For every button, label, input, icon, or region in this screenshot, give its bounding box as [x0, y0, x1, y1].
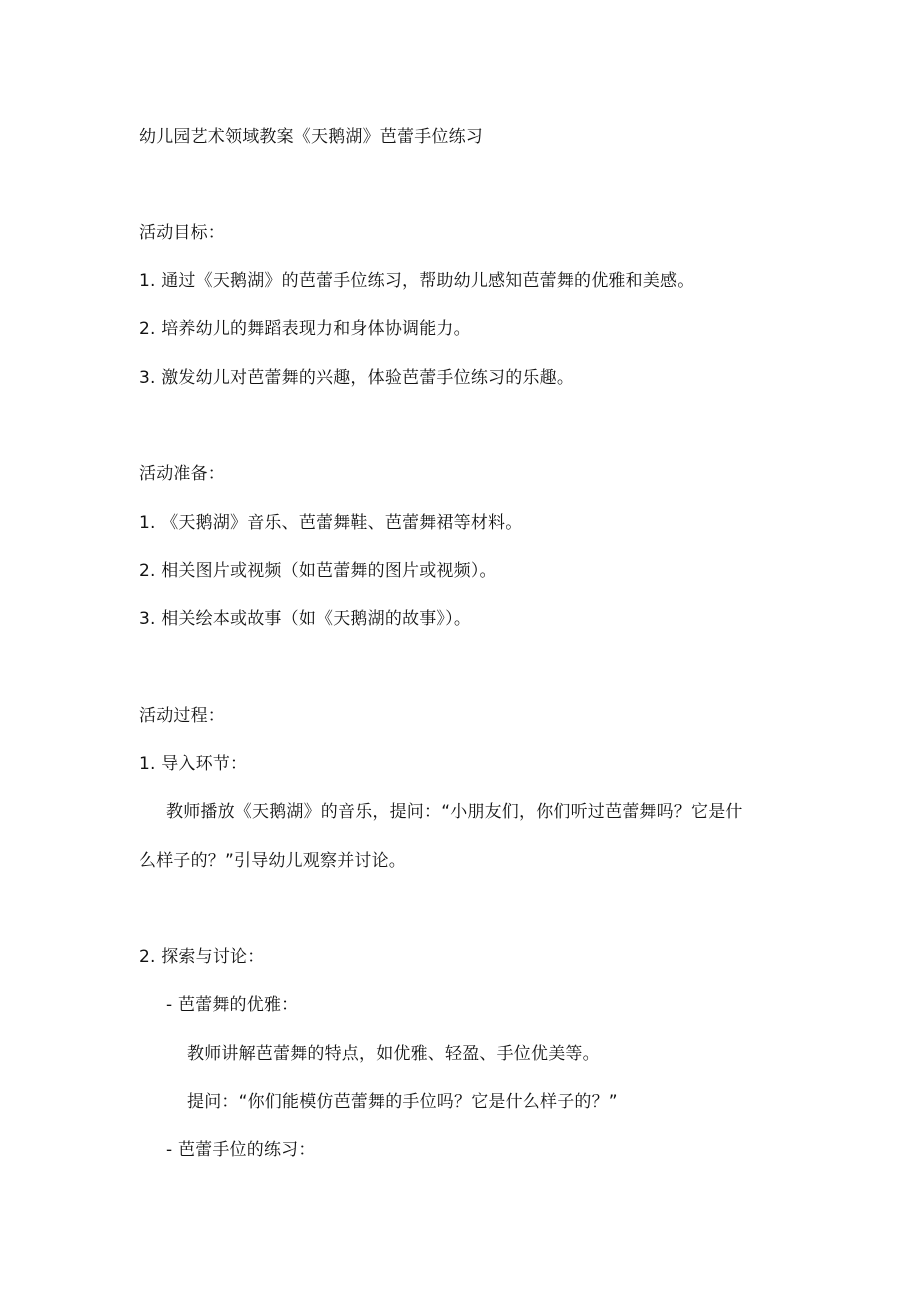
step2-sub2-bullet: - 芭蕾手位的练习： [166, 1140, 316, 1160]
step2-sub1-bullet: - 芭蕾舞的优雅： [166, 995, 299, 1015]
step2-heading: 2. 探索与讨论： [139, 947, 265, 967]
preparation-item-2: 2. 相关图片或视频（如芭蕾舞的图片或视频）。 [139, 561, 497, 581]
step2-sub1-line2: 提问：“你们能模仿芭蕾舞的手位吗？它是什么样子的？” [187, 1092, 618, 1112]
goal-item-1: 1. 通过《天鹅湖》的芭蕾手位练习，帮助幼儿感知芭蕾舞的优雅和美感。 [139, 271, 695, 291]
step1-paragraph-line2: 么样子的？”引导幼儿观察并讨论。 [139, 851, 407, 871]
goal-item-3: 3. 激发幼儿对芭蕾舞的兴趣，体验芭蕾手位练习的乐趣。 [139, 368, 575, 388]
process-heading: 活动过程： [139, 706, 225, 726]
goals-heading: 活动目标： [139, 223, 225, 243]
document-title: 幼儿园艺术领域教案《天鹅湖》芭蕾手位练习 [139, 127, 483, 147]
preparation-item-1: 1. 《天鹅湖》音乐、芭蕾舞鞋、芭蕾舞裙等材料。 [139, 513, 523, 533]
step2-sub1-line1: 教师讲解芭蕾舞的特点，如优雅、轻盈、手位优美等。 [187, 1044, 600, 1064]
preparation-heading: 活动准备： [139, 464, 225, 484]
preparation-item-3: 3. 相关绘本或故事（如《天鹅湖的故事》）。 [139, 609, 472, 629]
step1-paragraph-line1: 教师播放《天鹅湖》的音乐，提问：“小朋友们，你们听过芭蕾舞吗？它是什 [166, 802, 743, 822]
goal-item-2: 2. 培养幼儿的舞蹈表现力和身体协调能力。 [139, 319, 471, 339]
step1-heading: 1. 导入环节： [139, 754, 248, 774]
